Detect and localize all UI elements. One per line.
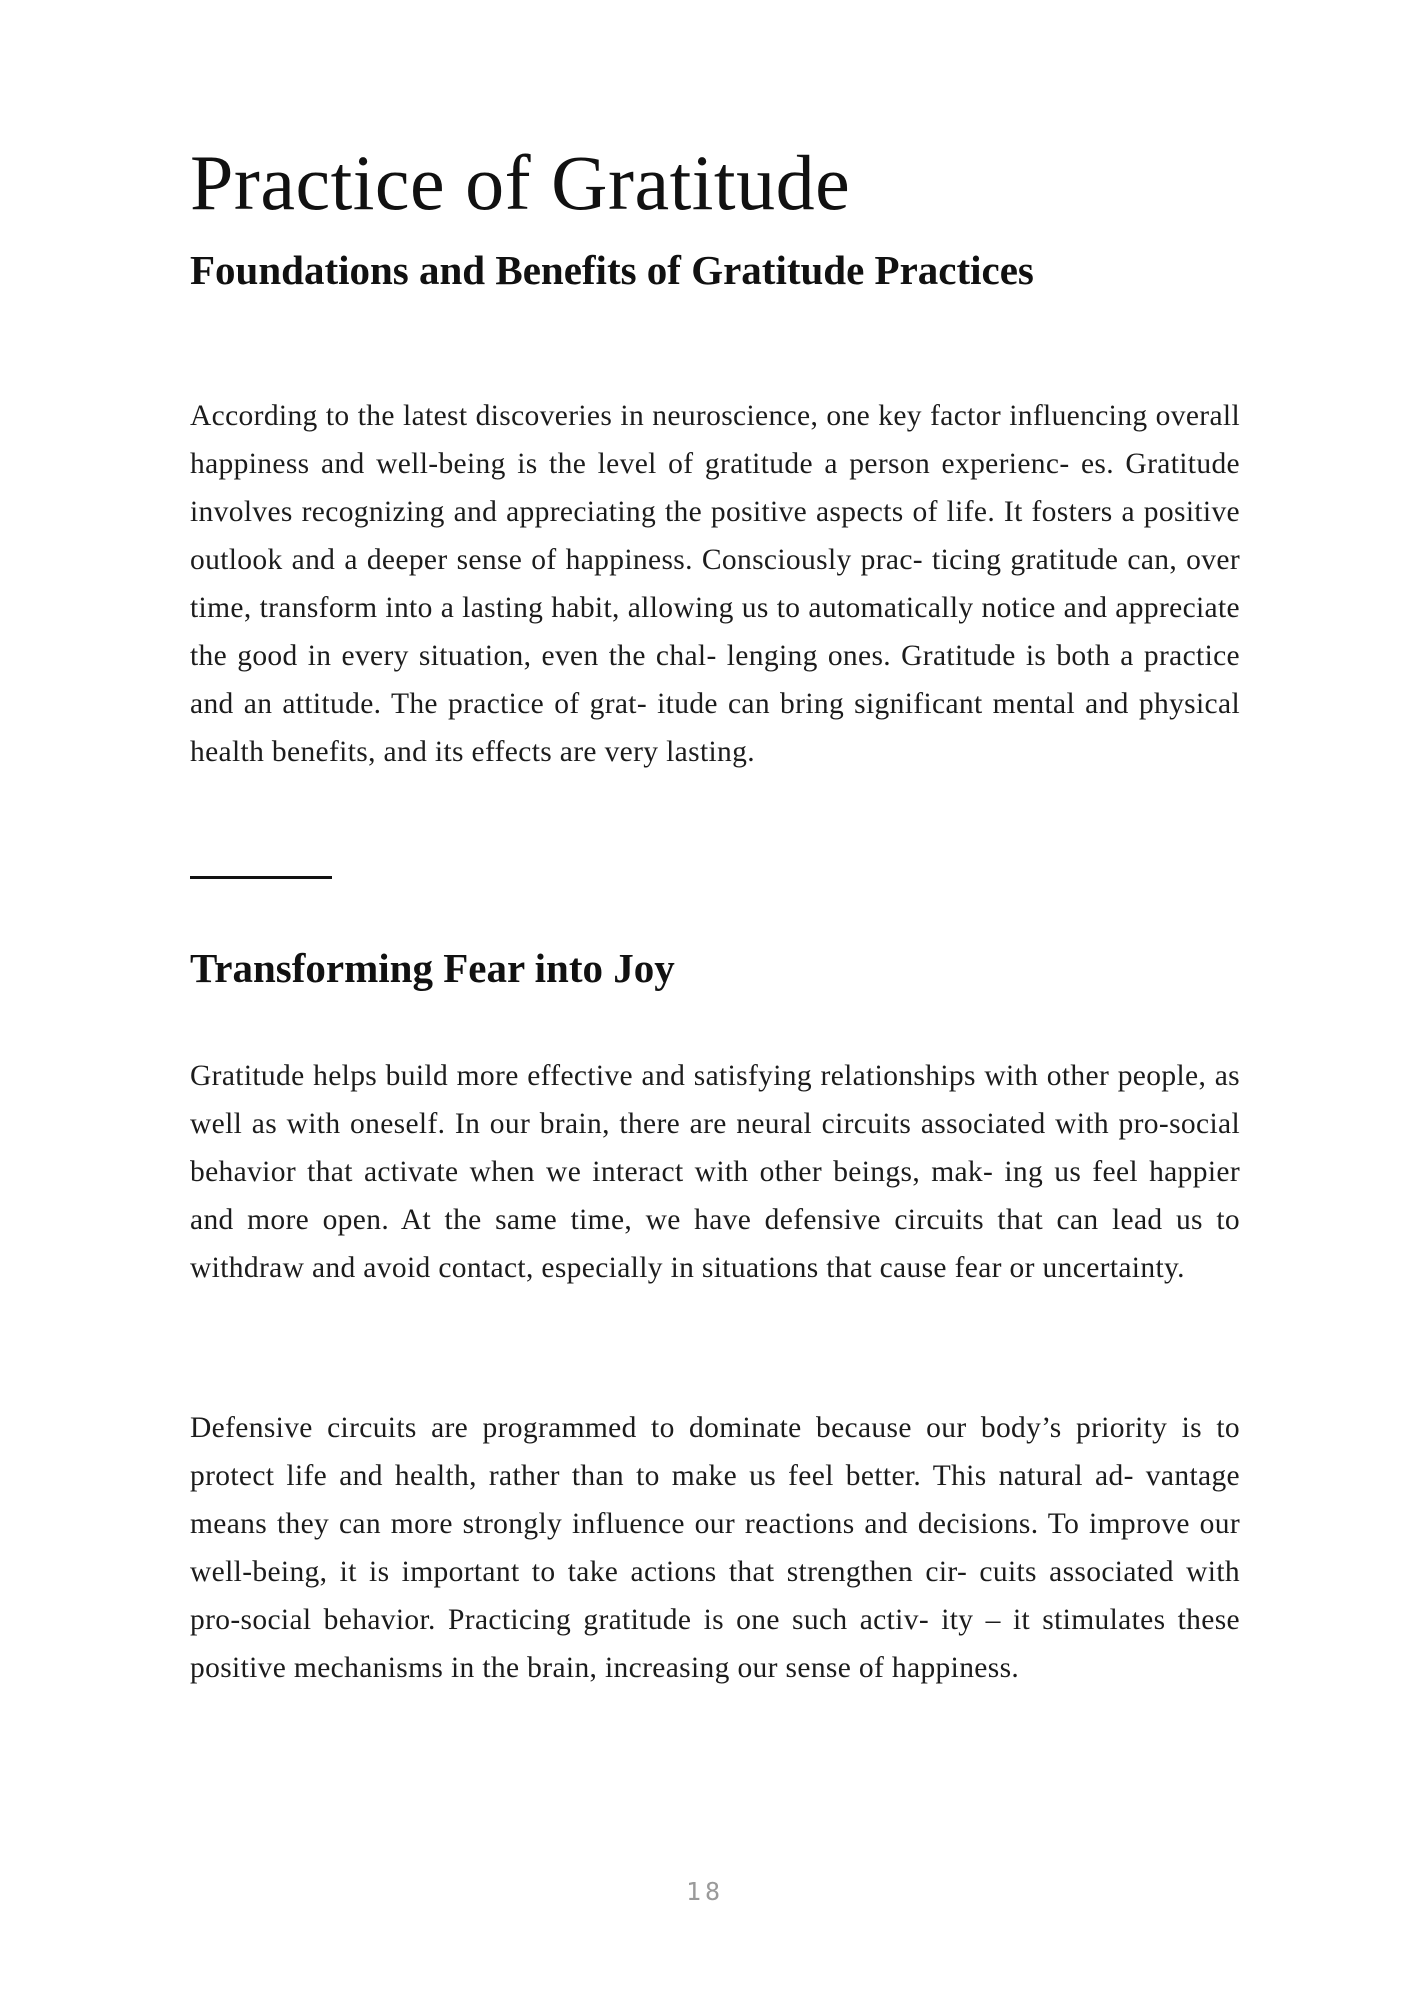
page-title: Practice of Gratitude [190, 139, 851, 226]
section-heading: Transforming Fear into Joy [190, 945, 675, 991]
page-number: 18 [685, 1877, 725, 1906]
page-subtitle: Foundations and Benefits of Gratitude Practices [190, 247, 1034, 293]
section-paragraph-1: Gratitude helps build more effective and satisfying relationships with other people, as well as with oneself. In our brain, there are neural circuits associated with pro-social behavior that activate when we interact with other beings, mak- ing us feel happier and more open. At the same time, we have defensive circuits that can lead us to withdraw and avoid contact, especially in situations that cause fear or uncertainty. [190, 1060, 1240, 1284]
section-paragraph-2: Defensive circuits are programmed to dominate because our body’s priority is to protect life and health, rather than to make us feel better. This natural ad- vantage means they can more strongly influence our reactions and decisions. To improve our well-being, it is important to take actions that strengthen cir- cuits associated with pro-social behavior. Practicing gratitude is one such activ- ity – it stimulates these positive mechanisms in the brain, increasing our sense of happiness. [190, 1412, 1240, 1684]
section-divider [190, 876, 332, 879]
intro-paragraph: According to the latest discoveries in neuroscience, one key factor influencing overall happiness and well-being is the level of gratitude a person experienc- es. Gratitude involves recognizing and appreciating the positive aspects of life. It fosters a positive outlook and a deeper sense of happiness. Consciously prac- ticing gratitude can, over time, transform into a lasting habit, allowing us to automatically notice and appreciate the good in every situation, even the chal- lenging ones. Gratitude is both a practice and an attitude. The practice of grat- itude can bring significant mental and physical health benefits, and its effects are very lasting. [190, 400, 1240, 768]
